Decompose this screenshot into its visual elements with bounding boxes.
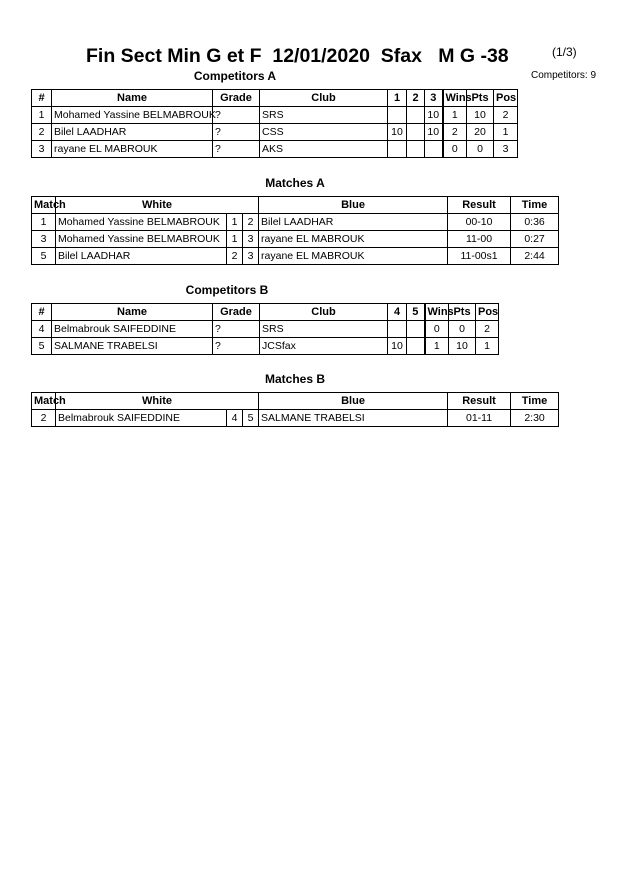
white-num: 4 [227, 410, 243, 427]
table-row [32, 231, 559, 248]
competitor-num: 1 [32, 107, 52, 124]
match-num: 1 [32, 214, 56, 231]
table-row [32, 124, 518, 141]
score-cell [425, 141, 443, 158]
competitor-grade: ? [213, 321, 260, 338]
score-cell [388, 321, 407, 338]
col-result-header: Result [448, 393, 511, 410]
score-cell [407, 124, 425, 141]
match-result: 00-10 [448, 214, 511, 231]
col-score4-header: 4 [388, 304, 407, 321]
wins-cell: 0 [425, 321, 449, 338]
table-header-row [32, 90, 518, 107]
col-wins-header: Wins [443, 90, 467, 107]
col-pos-header: Pos [476, 304, 499, 321]
col-match-header: Match [32, 197, 56, 214]
competitor-name: SALMANE TRABELSI [52, 338, 213, 355]
matches-a-table [31, 196, 559, 265]
competitor-num: 4 [32, 321, 52, 338]
col-white-header: White [56, 393, 259, 410]
competitors-a-table [31, 89, 518, 158]
competitor-club: AKS [260, 141, 388, 158]
match-result: 11-00 [448, 231, 511, 248]
pts-cell: 10 [449, 338, 476, 355]
white-num: 1 [227, 214, 243, 231]
col-club-header: Club [260, 304, 388, 321]
blue-name: Bilel LAADHAR [259, 214, 448, 231]
blue-name: rayane EL MABROUK [259, 248, 448, 265]
match-num: 5 [32, 248, 56, 265]
pos-cell: 3 [494, 141, 518, 158]
table-row [32, 410, 559, 427]
score-cell [388, 141, 407, 158]
col-time-header: Time [511, 393, 559, 410]
table-row [32, 338, 499, 355]
pos-cell: 2 [494, 107, 518, 124]
col-score2-header: 2 [407, 90, 425, 107]
competitor-num: 2 [32, 124, 52, 141]
wins-cell: 0 [443, 141, 467, 158]
score-cell: 10 [388, 124, 407, 141]
match-time: 2:44 [511, 248, 559, 265]
table-row [32, 107, 518, 124]
table-header-row [32, 393, 559, 410]
competitor-name: Belmabrouk SAIFEDDINE [52, 321, 213, 338]
col-club-header: Club [260, 90, 388, 107]
white-num: 1 [227, 231, 243, 248]
col-blue-header: Blue [259, 197, 448, 214]
pts-cell: 0 [449, 321, 476, 338]
match-time: 2:30 [511, 410, 559, 427]
blue-num: 5 [243, 410, 259, 427]
match-num: 2 [32, 410, 56, 427]
pts-cell: 0 [467, 141, 494, 158]
document-title: Fin Sect Min G et F 12/01/2020 Sfax M G -38 [86, 45, 509, 67]
competitor-grade: ? [213, 338, 260, 355]
col-num-header: # [32, 304, 52, 321]
col-pos-header: Pos [494, 90, 518, 107]
pts-cell: 20 [467, 124, 494, 141]
score-cell [407, 141, 425, 158]
col-time-header: Time [511, 197, 559, 214]
blue-num: 3 [243, 231, 259, 248]
competitor-grade: ? [213, 124, 260, 141]
competitor-club: CSS [260, 124, 388, 141]
table-row [32, 141, 518, 158]
col-name-header: Name [52, 304, 213, 321]
table-header-row [32, 197, 559, 214]
table-row [32, 321, 499, 338]
competitor-grade: ? [213, 141, 260, 158]
col-blue-header: Blue [259, 393, 448, 410]
col-score5-header: 5 [407, 304, 425, 321]
competitors-b-title: Competitors B [185, 283, 269, 297]
pts-cell: 10 [467, 107, 494, 124]
score-cell: 10 [425, 124, 443, 141]
matches-a-title: Matches A [265, 176, 325, 190]
white-num: 2 [227, 248, 243, 265]
col-grade-header: Grade [213, 90, 260, 107]
white-name: Bilel LAADHAR [56, 248, 227, 265]
score-cell [407, 107, 425, 124]
match-result: 11-00s1 [448, 248, 511, 265]
score-cell [388, 107, 407, 124]
competitor-num: 3 [32, 141, 52, 158]
match-result: 01-11 [448, 410, 511, 427]
col-white-header: White [56, 197, 259, 214]
competitor-name: Bilel LAADHAR [52, 124, 213, 141]
white-name: Mohamed Yassine BELMABROUK [56, 231, 227, 248]
competitor-club: SRS [260, 107, 388, 124]
blue-num: 2 [243, 214, 259, 231]
white-name: Mohamed Yassine BELMABROUK [56, 214, 227, 231]
competitor-club: SRS [260, 321, 388, 338]
score-cell [407, 338, 425, 355]
blue-name: SALMANE TRABELSI [259, 410, 448, 427]
wins-cell: 1 [425, 338, 449, 355]
competitors-a-title: Competitors A [193, 69, 277, 83]
col-match-header: Match [32, 393, 56, 410]
pos-cell: 2 [476, 321, 499, 338]
match-time: 0:27 [511, 231, 559, 248]
col-score1-header: 1 [388, 90, 407, 107]
score-cell: 10 [388, 338, 407, 355]
col-pts-header: Pts [467, 90, 494, 107]
col-result-header: Result [448, 197, 511, 214]
competitors-count: Competitors: 9 [531, 70, 597, 81]
page-indicator: (1/3) [552, 45, 577, 59]
white-name: Belmabrouk SAIFEDDINE [56, 410, 227, 427]
match-time: 0:36 [511, 214, 559, 231]
wins-cell: 2 [443, 124, 467, 141]
competitor-grade: ? [213, 107, 260, 124]
blue-name: rayane EL MABROUK [259, 231, 448, 248]
col-num-header: # [32, 90, 52, 107]
table-header-row [32, 304, 499, 321]
col-score3-header: 3 [425, 90, 443, 107]
matches-b-title: Matches B [264, 372, 326, 386]
col-wins-header: Wins [425, 304, 449, 321]
matches-b-table [31, 392, 559, 427]
col-grade-header: Grade [213, 304, 260, 321]
table-row [32, 214, 559, 231]
wins-cell: 1 [443, 107, 467, 124]
pos-cell: 1 [494, 124, 518, 141]
table-row [32, 248, 559, 265]
competitor-name: Mohamed Yassine BELMABROUK [52, 107, 213, 124]
score-cell: 10 [425, 107, 443, 124]
competitor-club: JCSfax [260, 338, 388, 355]
pos-cell: 1 [476, 338, 499, 355]
col-name-header: Name [52, 90, 213, 107]
score-cell [407, 321, 425, 338]
competitor-num: 5 [32, 338, 52, 355]
match-num: 3 [32, 231, 56, 248]
blue-num: 3 [243, 248, 259, 265]
competitors-b-table [31, 303, 499, 355]
col-pts-header: Pts [449, 304, 476, 321]
competitor-name: rayane EL MABROUK [52, 141, 213, 158]
